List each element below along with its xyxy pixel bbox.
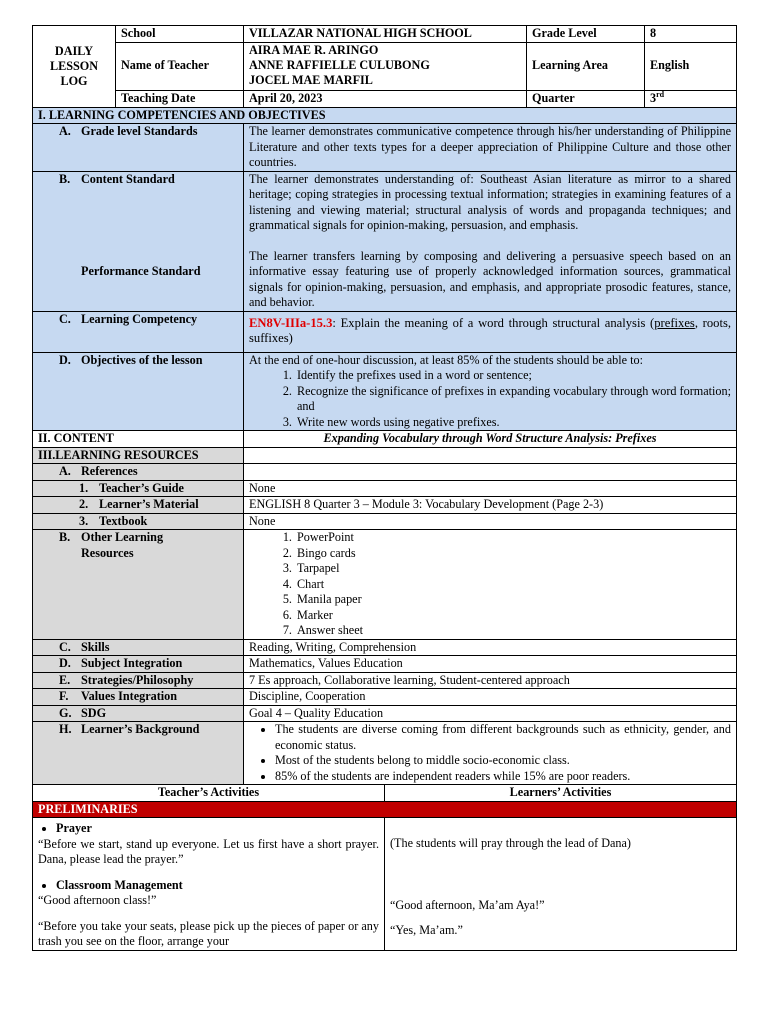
list-item: 1. PowerPoint — [295, 530, 731, 546]
teacher-name: JOCEL MAE MARFIL — [249, 72, 373, 87]
item-title-cont: Resources — [81, 545, 134, 560]
learner-activities-cell — [385, 818, 737, 951]
sdg-label — [33, 705, 244, 722]
teaching-date-label: Teaching Date — [116, 90, 244, 107]
learners-material-value: ENGLISH 8 Quarter 3 – Module 3: Vocabulary Development (Page 2-3) — [244, 497, 737, 514]
values-integration-label — [33, 689, 244, 706]
item-letter: F. — [59, 689, 69, 703]
item-number: 1. — [79, 480, 89, 495]
competency-prefixes: prefixes — [654, 315, 695, 330]
item-title: Values Integration — [81, 689, 178, 703]
list-item: 3. Tarpapel — [295, 561, 731, 577]
daily-lesson-log — [32, 25, 736, 951]
list-item: 7. Answer sheet — [295, 623, 731, 639]
quarter-suffix: rd — [656, 89, 665, 99]
item-title: Learner’s Material — [99, 497, 199, 511]
item-letter: H. — [59, 722, 72, 736]
teacher-activities-header: Teacher’s Activities — [33, 785, 385, 802]
item-title: Grade level Standards — [81, 124, 198, 138]
seats-teacher-text: “Before you take your seats, please pick up the pieces of paper or any trash you see on the floor, arrange your — [38, 918, 379, 948]
item-title: Subject Integration — [81, 656, 183, 670]
item-letter: G. — [59, 705, 72, 720]
item-letter: B. — [59, 530, 71, 544]
item-title: Teacher’s Guide — [99, 480, 184, 495]
item-title: SDG — [81, 705, 107, 720]
item-letter: A. — [59, 464, 71, 478]
list-item: 1. Identify the prefixes used in a word or sentence; — [295, 368, 731, 384]
teacher-label: Name of Teacher — [116, 42, 244, 90]
grade-level-standards-label — [33, 124, 244, 172]
item-letter: E. — [59, 672, 71, 687]
learning-competency-label — [33, 311, 244, 352]
activities-table — [32, 784, 737, 951]
preliminaries-bar: PRELIMINARIES — [33, 801, 737, 818]
teachers-guide-value: None — [244, 480, 737, 497]
item-title: Textbook — [99, 513, 148, 528]
textbook-value: None — [244, 513, 737, 530]
item-title: References — [81, 464, 138, 478]
references-label — [33, 464, 244, 481]
seats-learner-text: “Yes, Ma’am.” — [390, 923, 463, 937]
grade-level-standards-text: The learner demonstrates communicative competence through his/her understanding of Philippine Literature and other texts types for a deeper appreciation of Philippine Culture and those other countries. — [244, 124, 737, 172]
list-item: 4. Chart — [295, 577, 731, 593]
grade-level-value: 8 — [645, 26, 737, 43]
list-item: 2. Bingo cards — [295, 546, 731, 562]
strategies-label — [33, 672, 244, 689]
item-letter: C. — [59, 311, 71, 326]
school-label: School — [116, 26, 244, 43]
content-topic: Expanding Vocabulary through Word Structure Analysis: Prefixes — [244, 431, 737, 448]
list-item: • The students are diverse coming from different backgrounds such as ethnicity, gender, and economic status. — [275, 722, 731, 753]
section-2-title: II. CONTENT — [33, 431, 244, 448]
classroom-management-title: • Classroom Management — [56, 878, 379, 894]
subject-integration-label — [33, 656, 244, 673]
teacher-name: ANNE RAFFIELLE CULUBONG — [249, 57, 430, 72]
item-title: Learning Competency — [81, 311, 198, 326]
item-title: Objectives of the lesson — [81, 352, 203, 367]
list-item: 2. Recognize the significance of prefixes in expanding vocabulary through word formation; and — [295, 384, 731, 415]
textbook-label — [33, 513, 244, 530]
classroom-list — [38, 878, 379, 894]
learning-area-label: Learning Area — [527, 42, 645, 90]
teacher-activities-cell — [33, 818, 385, 951]
performance-standard-label: Performance Standard — [81, 264, 201, 278]
learning-area-value: English — [645, 42, 737, 90]
competency-text-end: , roots, suffixes) — [249, 315, 731, 345]
learners-background-label — [33, 722, 244, 785]
item-title: Content Standard — [81, 171, 175, 186]
teacher-name: AIRA MAE R. ARINGO — [249, 42, 379, 57]
section-1-title: I. LEARNING COMPETENCIES AND OBJECTIVES — [33, 107, 737, 124]
skills-label — [33, 639, 244, 656]
quarter-value — [645, 90, 737, 107]
item-title: Learner’s Background — [81, 722, 200, 736]
item-letter: D. — [59, 352, 71, 367]
learners-material-label — [33, 497, 244, 514]
teachers-guide-label — [33, 480, 244, 497]
item-title: Skills — [81, 639, 110, 654]
other-resources-list — [249, 530, 731, 639]
list-item: 6. Marker — [295, 608, 731, 624]
item-title: Other Learning — [81, 530, 164, 544]
quarter-label: Quarter — [527, 90, 645, 107]
log-title-line: DAILY — [54, 43, 94, 58]
values-integration-value: Discipline, Cooperation — [244, 689, 737, 706]
learners-background-list — [249, 722, 731, 784]
log-title — [33, 26, 116, 108]
content-standard-label — [33, 171, 244, 311]
teaching-date-value: April 20, 2023 — [244, 90, 527, 107]
other-resources-label — [33, 530, 244, 640]
item-title: Strategies/Philosophy — [81, 672, 194, 687]
list-item: 5. Manila paper — [295, 592, 731, 608]
prayer-learner-text: (The students will pray through the lead of Dana) — [390, 836, 631, 850]
list-item: 3. Write new words using negative prefixes. — [295, 415, 731, 431]
quarter-number: 3 — [650, 90, 657, 105]
prayer-title: • Prayer — [56, 821, 379, 837]
objectives-list — [249, 368, 731, 430]
other-resources-cell — [244, 530, 737, 640]
objectives-label — [33, 352, 244, 431]
learners-background-cell — [244, 722, 737, 785]
item-number: 3. — [79, 513, 89, 528]
grade-level-label: Grade Level — [527, 26, 645, 43]
greeting-learner-text: “Good afternoon, Ma’am Aya!” — [390, 897, 545, 912]
item-letter: D. — [59, 656, 71, 670]
item-letter: C. — [59, 639, 71, 654]
objectives-intro: At the end of one-hour discussion, at least 85% of the students should be able to: — [249, 352, 643, 367]
subject-integration-value: Mathematics, Values Education — [244, 656, 737, 673]
content-standard-cell — [244, 171, 737, 311]
sdg-value: Goal 4 – Quality Education — [244, 705, 737, 722]
greeting-teacher-text: “Good afternoon class!” — [38, 893, 157, 907]
content-standard-text: The learner demonstrates understanding of: Southeast Asian literature as mirror to a shared heritage; coping strategies in processing textual information; strategies in examining features of a listening and viewing material; structural analysis of words and propaganda techniques; and grammatical signals for opinion-making, persuasion, and emphasis. — [249, 171, 731, 232]
list-item: • 85% of the students are independent readers while 15% are poor readers. — [275, 769, 731, 785]
section-3-title: III.LEARNING RESOURCES — [33, 447, 244, 464]
lesson-log-table — [32, 25, 737, 785]
item-letter: B. — [59, 171, 71, 186]
school-value: VILLAZAR NATIONAL HIGH SCHOOL — [244, 26, 527, 43]
log-title-line: LOG — [60, 73, 88, 88]
learning-competency-text — [244, 311, 737, 352]
list-item: • Most of the students belong to middle socio-economic class. — [275, 753, 731, 769]
competency-colon: : — [332, 315, 336, 330]
performance-standard-text: The learner transfers learning by composing and delivering a persuasive speech based on an informative essay featuring use of properly acknowledged information sources, grammatical signals for opinion-making, persuasion, and emphasis, and appropriate prosodic features, stance, and behavior. — [249, 248, 731, 309]
log-title-line: LESSON — [49, 58, 99, 73]
teacher-names — [244, 42, 527, 90]
objectives-cell — [244, 352, 737, 431]
strategies-value: 7 Es approach, Collaborative learning, Student-centered approach — [244, 672, 737, 689]
item-letter: A. — [59, 124, 71, 138]
learner-activities-header: Learners’ Activities — [385, 785, 737, 802]
competency-code: EN8V-IIIa-15.3 — [249, 315, 333, 330]
prayer-teacher-text: “Before we start, stand up everyone. Let us first have a short prayer. Dana, please lead the prayer.” — [38, 836, 379, 866]
skills-value: Reading, Writing, Comprehension — [244, 639, 737, 656]
prayer-list — [38, 821, 379, 837]
item-number: 2. — [79, 497, 89, 511]
competency-text: Explain the meaning of a word through structural analysis ( — [335, 315, 655, 330]
